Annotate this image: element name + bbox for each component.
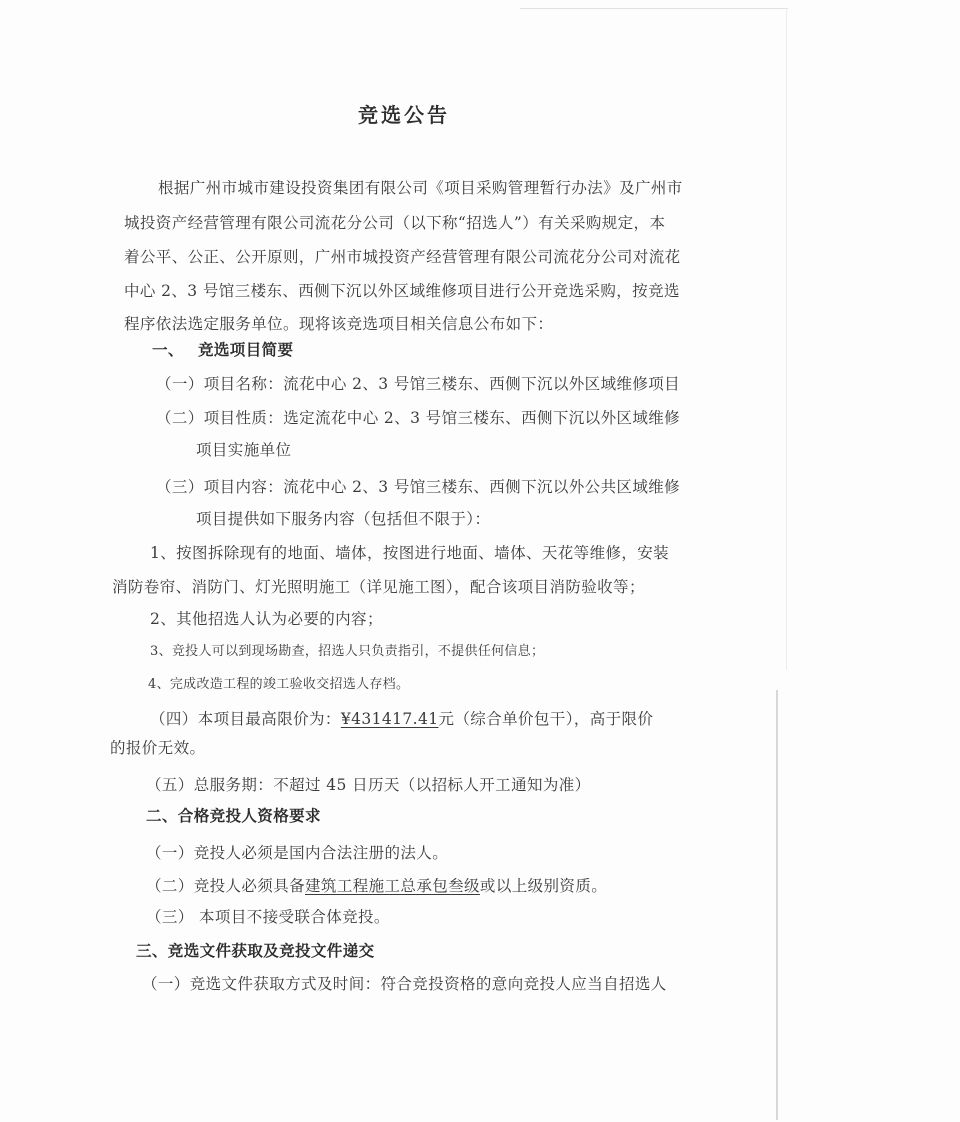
page-edge-right: [786, 10, 787, 670]
intro-line-3: 着公平、公正、公开原则，广州市城投资产经营管理有限公司流花分公司对流花: [124, 248, 681, 266]
section1-item3-line1: （三）项目内容：流花中心 2、3 号馆三楼东、西侧下沉以外公共区域维修: [156, 478, 681, 496]
intro-line-1: 根据广州市城市建设投资集团有限公司《项目采购管理暂行办法》及广州市: [158, 179, 683, 197]
section3-item1: （一）竞选文件获取方式及时间：符合竞投资格的意向竞投人应当自招选人: [142, 975, 667, 993]
section3-heading: 三、竞选文件获取及竞投文件递交: [136, 941, 375, 960]
price-cap-amount: ¥431417.41: [340, 710, 439, 728]
qualification-level: 建筑工程施工总承包叁级: [305, 877, 480, 895]
content-item4: 4、完成改造工程的竣工验收交招选人存档。: [148, 677, 410, 692]
intro-line-5: 程序依法选定服务单位。现将该竞选项目相关信息公布如下：: [124, 315, 554, 333]
section1-heading: 竞选项目简要: [198, 340, 294, 359]
content-item2: 2、其他招选人认为必要的内容；: [150, 610, 383, 628]
intro-line-4: 中心 2、3 号馆三楼东、西侧下沉以外区域维修项目进行公开竞选采购，按竞选: [124, 282, 680, 300]
price-cap-prefix: （四）本项目最高限价为：: [150, 710, 341, 728]
intro-line-2: 城投资产经营管理有限公司流花分公司（以下称“招选人”）有关采购规定，本: [124, 214, 666, 232]
section1-number: 一、: [152, 340, 184, 359]
section2-heading: 二、合格竞投人资格要求: [146, 806, 321, 825]
document-title: 竞选公告: [358, 103, 450, 127]
price-cap-suffix: 元（综合单价包干），高于限价: [438, 710, 654, 728]
qualification-suffix: 或以上级别资质。: [479, 877, 608, 895]
section2-item3: （三） 本项目不接受联合体竞投。: [146, 908, 390, 926]
section1-item2-line2: 项目实施单位: [196, 441, 292, 459]
section1-item1: （一）项目名称：流花中心 2、3 号馆三楼东、西侧下沉以外区域维修项目: [156, 375, 681, 393]
section1-item3-line2: 项目提供如下服务内容（包括但不限于）：: [196, 510, 491, 528]
page-edge-top: [520, 8, 788, 9]
content-item1-line1: 1、按图拆除现有的地面、墙体，按图进行地面、墙体、天花等维修，安装: [150, 544, 670, 562]
section1-item2-line1: （二）项目性质：选定流花中心 2、3 号馆三楼东、西侧下沉以外区域维修: [156, 409, 681, 427]
price-cap-line2: 的报价无效。: [110, 739, 206, 757]
qualification-prefix: （二）竞投人必须具备: [146, 877, 306, 895]
service-period: （五）总服务期：不超过 45 日历天（以招标人开工通知为准）: [146, 776, 591, 794]
content-item3: 3、竞投人可以到现场勘查，招选人只负责指引，不提供任何信息；: [150, 644, 545, 659]
section2-item1: （一）竞投人必须是国内合法注册的法人。: [146, 844, 449, 862]
content-item1-line2: 消防卷帘、消防门、灯光照明施工（详见施工图），配合该项目消防验收等；: [112, 578, 645, 596]
page-edge-right-lower: [776, 690, 778, 1120]
price-cap-line: [150, 709, 653, 729]
section2-item2: [146, 876, 607, 896]
